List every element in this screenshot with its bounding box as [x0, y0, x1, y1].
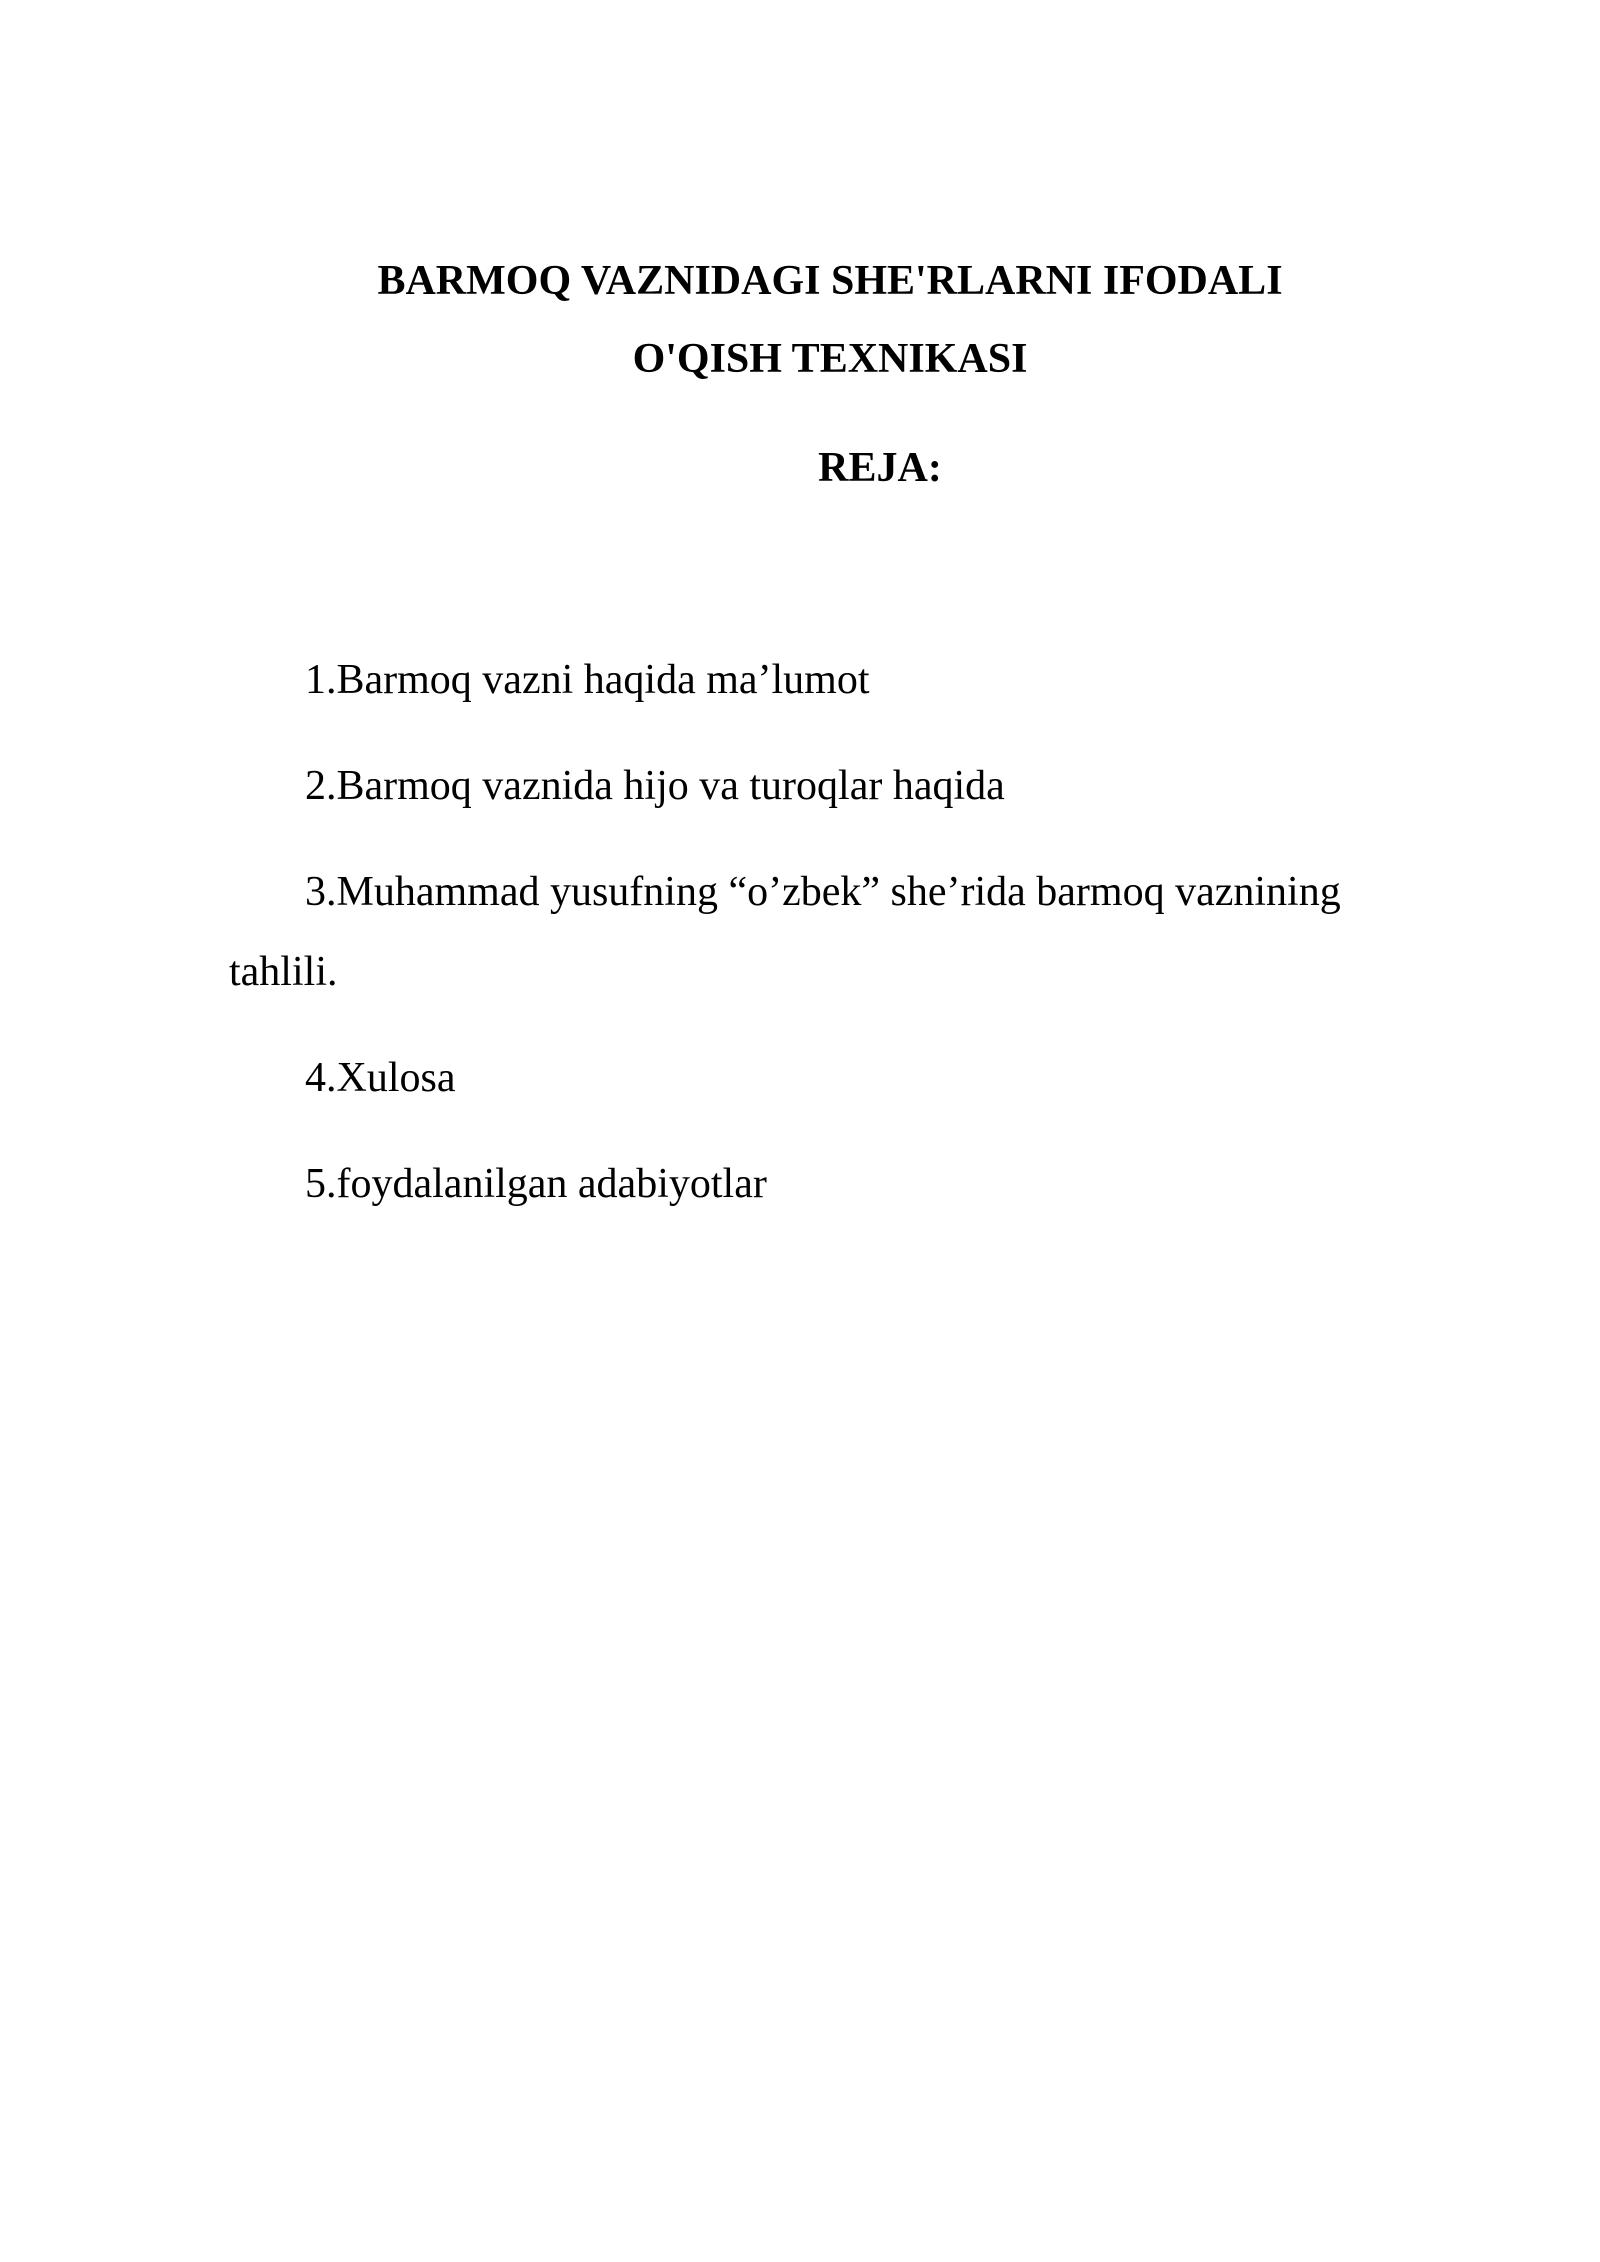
plan-item: [229, 1144, 1459, 1224]
plan-item: [229, 640, 1459, 720]
document-title-line-1: BARMOQ VAZNIDAGI SHE'RLARNI IFODALI: [377, 258, 1283, 304]
plan-item: [229, 852, 1459, 932]
plan-item: [229, 1038, 1459, 1118]
plan-item: [229, 746, 1459, 826]
plan-item-text: 2.Barmoq vaznida hijo va turoqlar haqida: [305, 763, 1005, 809]
plan-item-text: 5.foydalanilgan adabiyotlar: [305, 1161, 767, 1207]
plan-item-text: 1.Barmoq vazni haqida ma’lumot: [305, 657, 870, 703]
plan-item-continuation: [229, 932, 1459, 1012]
document-title-line-2: O'QISH TEXNIKASI: [632, 336, 1028, 382]
plan-item-text: 3.Muhammad yusufning “o’zbek” she’rida barmoq vaznining: [305, 869, 1341, 915]
plan-heading: REJA:: [818, 445, 942, 491]
plan-item-text: 4.Xulosa: [305, 1055, 456, 1101]
plan-item-text: tahlili.: [229, 949, 338, 995]
